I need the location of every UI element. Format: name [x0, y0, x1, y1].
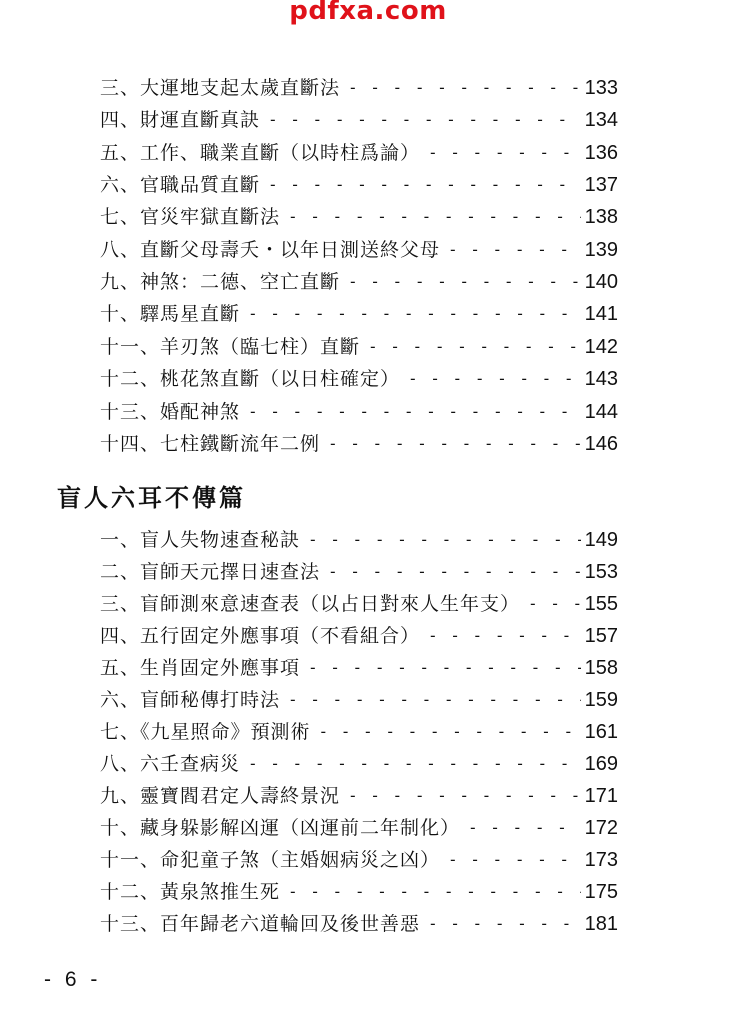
- toc-entry-label: 八、直斷父母壽夭・以年日測送終父母: [100, 239, 441, 261]
- toc-entry-page: 138: [584, 206, 618, 228]
- toc-entry[interactable]: [100, 844, 618, 872]
- toc-entry-page: 172: [584, 817, 618, 839]
- toc-entry-label: 九、靈寶閻君定人壽終景況: [100, 785, 341, 807]
- toc-entry-label: 六、官職品質直斷: [100, 174, 261, 196]
- toc-leader: [348, 76, 581, 100]
- toc-leader: [528, 592, 581, 616]
- toc-entry[interactable]: [100, 652, 618, 680]
- toc-leader: [328, 560, 581, 584]
- toc-entry[interactable]: [100, 716, 618, 744]
- watermark: pdfxa.com: [289, 0, 447, 26]
- toc-entry[interactable]: [100, 780, 618, 808]
- toc-entry-page: 140: [584, 271, 618, 293]
- toc-entry-page: 157: [584, 625, 618, 647]
- toc-entry-label: 三、盲師測來意速查表（以占日對來人生年支）: [100, 593, 521, 615]
- toc-leader: [428, 912, 581, 936]
- toc-leader: [248, 302, 581, 326]
- toc-entry[interactable]: [100, 363, 618, 391]
- toc-leader: [248, 752, 581, 776]
- toc-entry-label: 一、盲人失物速查秘訣: [100, 529, 301, 551]
- toc-entry[interactable]: [100, 748, 618, 776]
- toc-entry-page: 144: [584, 401, 618, 423]
- toc-entry-label: 三、大運地支起太歲直斷法: [100, 77, 341, 99]
- toc-entry-label: 十四、七柱鐵斷流年二例: [100, 433, 321, 455]
- toc-leader: [288, 205, 581, 229]
- toc-entry-page: 139: [584, 239, 618, 261]
- toc-entry-label: 六、盲師秘傳打時法: [100, 689, 281, 711]
- toc-entry[interactable]: [100, 298, 618, 326]
- toc-leader: [368, 335, 581, 359]
- toc-entry-label: 十三、百年歸老六道輪回及後世善惡: [100, 913, 421, 935]
- toc-entry-label: 十二、桃花煞直斷（以日柱確定）: [100, 368, 401, 390]
- toc-leader: [248, 400, 581, 424]
- toc-entry-label: 十、藏身躲影解凶運（凶運前二年制化）: [100, 817, 461, 839]
- toc-entry-page: 158: [584, 657, 618, 679]
- toc-leader: [288, 880, 581, 904]
- toc-entry[interactable]: [100, 266, 618, 294]
- toc-entry-page: 149: [584, 529, 618, 551]
- toc-entry[interactable]: [100, 908, 618, 936]
- toc-entry[interactable]: [100, 104, 618, 132]
- toc-entry-page: 142: [584, 336, 618, 358]
- toc-entry-page: 141: [584, 303, 618, 325]
- toc-entry[interactable]: [100, 169, 618, 197]
- toc-entry-page: 181: [584, 913, 618, 935]
- toc-entry[interactable]: [100, 684, 618, 712]
- toc-entry[interactable]: [100, 201, 618, 229]
- toc-entry-label: 八、六壬查病災: [100, 753, 241, 775]
- toc-entry-page: 159: [584, 689, 618, 711]
- toc-entry-label: 四、財運直斷真訣: [100, 109, 261, 131]
- toc-entry-page: 143: [584, 368, 618, 390]
- toc-leader: [268, 108, 581, 132]
- toc-entry-page: 161: [584, 721, 618, 743]
- toc-entry-label: 七、官災牢獄直斷法: [100, 206, 281, 228]
- toc-entry[interactable]: [100, 137, 618, 165]
- toc-entry[interactable]: [100, 72, 618, 100]
- toc-entry-label: 五、生肖固定外應事項: [100, 657, 301, 679]
- toc-entry-page: 137: [584, 174, 618, 196]
- toc-leader: [428, 141, 581, 165]
- toc-entry-page: 175: [584, 881, 618, 903]
- toc-entry[interactable]: [100, 524, 618, 552]
- section-heading: 盲人六耳不傳篇: [57, 484, 246, 512]
- toc-entry-label: 九、神煞：二德、空亡直斷: [100, 271, 341, 293]
- toc-leader: [319, 720, 581, 744]
- toc-leader: [408, 367, 581, 391]
- toc-entry-label: 十二、黃泉煞推生死: [100, 881, 281, 903]
- toc-entry-page: 146: [584, 433, 618, 455]
- toc-entry-label: 四、五行固定外應事項（不看組合）: [100, 625, 421, 647]
- toc-entry-page: 171: [584, 785, 618, 807]
- page-number: - 6 -: [44, 968, 102, 991]
- toc-entry[interactable]: [100, 396, 618, 424]
- toc-leader: [448, 848, 581, 872]
- toc-entry[interactable]: [100, 876, 618, 904]
- toc-entry-label: 十三、婚配神煞: [100, 401, 241, 423]
- toc-leader: [268, 173, 581, 197]
- toc-entry[interactable]: [100, 812, 618, 840]
- toc-entry[interactable]: [100, 556, 618, 584]
- toc-entry-label: 十一、命犯童子煞（主婚姻病災之凶）: [100, 849, 441, 871]
- toc-entry[interactable]: [100, 588, 618, 616]
- toc-entry-label: 七、《九星照命》預測術: [100, 721, 311, 743]
- toc-entry-page: 133: [584, 77, 618, 99]
- toc-leader: [448, 238, 581, 262]
- toc-leader: [348, 784, 581, 808]
- toc-entry[interactable]: [100, 234, 618, 262]
- toc-leader: [308, 656, 581, 680]
- toc-entry-page: 173: [584, 849, 618, 871]
- toc-entry[interactable]: [100, 620, 618, 648]
- toc-entry[interactable]: [100, 428, 618, 456]
- toc-entry-page: 136: [584, 142, 618, 164]
- toc-entry-page: 134: [584, 109, 618, 131]
- toc-leader: [468, 816, 581, 840]
- toc-entry-label: 五、工作、職業直斷（以時柱爲論）: [100, 142, 421, 164]
- toc-leader: [428, 624, 581, 648]
- toc-leader: [288, 688, 581, 712]
- toc-entry-page: 169: [584, 753, 618, 775]
- toc-leader: [328, 432, 581, 456]
- toc-entry-page: 155: [584, 593, 618, 615]
- toc-leader: [348, 270, 581, 294]
- toc-entry-label: 十、驛馬星直斷: [100, 303, 241, 325]
- toc-entry-label: 二、盲師天元擇日速查法: [100, 561, 321, 583]
- toc-entry-label: 十一、羊刃煞（臨七柱）直斷: [100, 336, 361, 358]
- toc-entry-page: 153: [584, 561, 618, 583]
- toc-leader: [308, 528, 581, 552]
- toc-entry[interactable]: [100, 331, 618, 359]
